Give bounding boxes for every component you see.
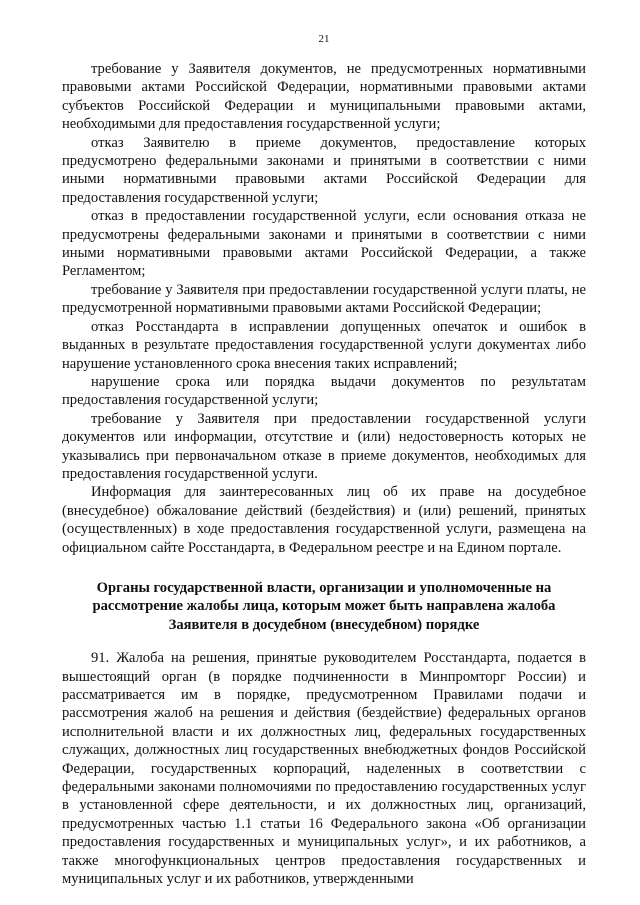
paragraph-violation-deadline: нарушение срока или порядка выдачи документов по результатам предоставления государственной услуги; — [62, 373, 586, 409]
paragraph-requirement-documents: требование у Заявителя документов, не предусмотренных нормативными правовыми актами Российской Федерации, нормативными правовыми актами субъектов Российской Федерации и муниципальными правовыми актами, необходимыми для предоставления государственной услуги; — [62, 61, 586, 133]
paragraph-information-appeal: Информация для заинтересованных лиц об их праве на досудебное (внесудебное) обжалование действий (бездействия) и (или) решений, принятых (осуществленных) в ходе предоставления государственной услуги, размещена на официальном сайте Росстандарта, в Федеральном реестре и на Едином портале. — [62, 484, 586, 556]
paragraph-requirement-payment: требование у Заявителя при предоставлении государственной услуги платы, не предусмотренной нормативными правовыми актами Российской Федерации; — [62, 281, 586, 317]
paragraph-refusal-correction: отказ Росстандарта в исправлении допущенных опечаток и ошибок в выданных в результате предоставления государственной услуги документах либо нарушение установленного срока внесения таких исправлений; — [62, 318, 586, 372]
section-heading-line: Заявителя в досудебном (внесудебном) порядке — [168, 616, 480, 633]
page-number: 21 — [318, 33, 330, 45]
paragraph-91: 91. Жалоба на решения, принятые руководителем Росстандарта, подается в вышестоящий орган (в порядке подчиненности в Минпромторг России) и рассматривается им в порядке, предусмотренном Правилами подачи и рассмотрения жалоб на решения и действия (бездействие) федеральных органов исполнительной власти и их должностных лиц, федеральных государственных служащих, должностных лиц государственных внебюджетных фондов Российской Федерации, государственных корпораций, наделенных в соответствии с федеральными законами полномочиями по предоставлению государственных услуг в установленной сфере деятельности, и их должностных лиц, организаций, предусмотренных частью 1.1 статьи 16 Федерального закона «Об организации предоставления государственных и муниципальных услуг», и их работников, а также многофункциональных центров предоставления государственных и муниципальных услуг и их работников, утвержденными — [62, 650, 586, 888]
section-heading — [62, 579, 586, 634]
paragraph-requirement-information: требование у Заявителя при предоставлении государственной услуги документов или информации, отсутствие и (или) недостоверность которых не указывались при первоначальном отказе в приеме документов, необходимых для предоставления государственной услуги. — [62, 410, 586, 482]
paragraph-refusal-provision: отказ в предоставлении государственной услуги, если основания отказа не предусмотрены федеральными законами и принятыми в соответствии с ними иными нормативными правовыми актами Российской Федерации, а также Регламентом; — [62, 208, 586, 280]
paragraph-refusal-acceptance: отказ Заявителю в приеме документов, предоставление которых предусмотрено федеральными законами и принятыми в соответствии с ними иными нормативными правовыми актами Российской Федерации для предоставления государственной услуги; — [62, 134, 586, 206]
section-heading-line: рассмотрение жалобы лица, которым может быть направлена жалоба — [92, 598, 556, 615]
section-heading-line: Органы государственной власти, организации и уполномоченные на — [96, 579, 552, 596]
